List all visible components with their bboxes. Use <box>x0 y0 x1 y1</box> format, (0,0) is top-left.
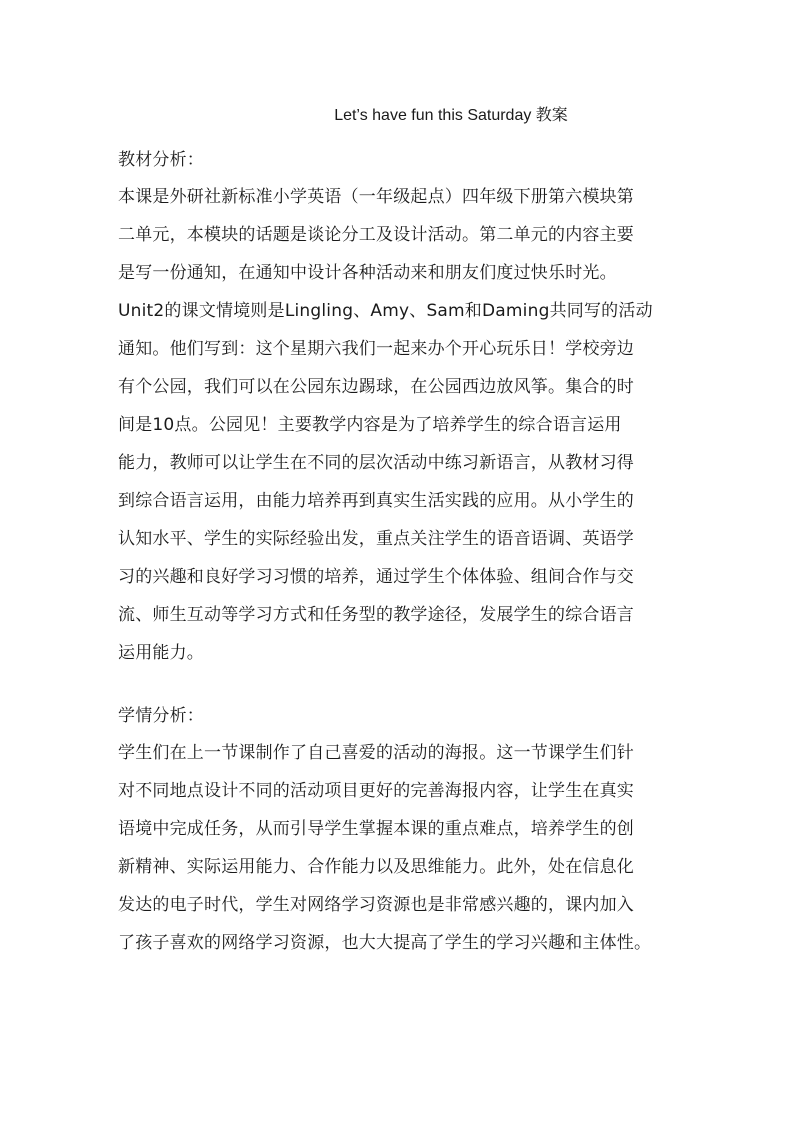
paragraph-line: 认知水平、学生的实际经验出发，重点关注学生的语音语调、英语学 <box>118 529 634 549</box>
document-title: Let’s have fun this Saturday 教案 <box>334 107 568 124</box>
paragraph-line: 本课是外研社新标准小学英语（一年级起点）四年级下册第六模块第 <box>118 187 634 207</box>
document-title-row <box>0 104 794 128</box>
paragraph-line: 能力，教师可以让学生在不同的层次活动中练习新语言，从教材习得 <box>118 453 634 473</box>
paragraph-line: 间是10点。公园见！主要教学内容是为了培养学生的综合语言运用 <box>118 415 622 435</box>
paragraph-line: 习的兴趣和良好学习习惯的培养，通过学生个体体验、组间合作与交 <box>118 567 634 587</box>
paragraph-line: 对不同地点设计不同的活动项目更好的完善海报内容，让学生在真实 <box>118 781 634 801</box>
paragraph-line: 通知。他们写到：这个星期六我们一起来办个开心玩乐日！学校旁边 <box>118 339 634 359</box>
paragraph-line: 是写一份通知，在通知中设计各种活动来和朋友们度过快乐时光。 <box>118 263 617 283</box>
section-heading-student-analysis: 学情分析： <box>118 706 204 726</box>
paragraph-line: 语境中完成任务，从而引导学生掌握本课的重点难点，培养学生的创 <box>118 819 634 839</box>
paragraph-line: 流、师生互动等学习方式和任务型的教学途径，发展学生的综合语言 <box>118 605 634 625</box>
paragraph-line: Unit2的课文情境则是Lingling、Amy、Sam和Daming共同写的活动 <box>118 301 653 321</box>
section-heading-textbook-analysis: 教材分析： <box>118 150 204 170</box>
paragraph-line: 发达的电子时代，学生对网络学习资源也是非常感兴趣的，课内加入 <box>118 895 634 915</box>
paragraph-line: 新精神、实际运用能力、合作能力以及思维能力。此外，处在信息化 <box>118 857 634 877</box>
paragraph-line: 到综合语言运用，由能力培养再到真实生活实践的应用。从小学生的 <box>118 491 634 511</box>
paragraph-line: 了孩子喜欢的网络学习资源，也大大提高了学生的学习兴趣和主体性。 <box>118 933 652 953</box>
paragraph-line: 有个公园，我们可以在公园东边踢球，在公园西边放风筝。集合的时 <box>118 377 634 397</box>
paragraph-line: 运用能力。 <box>118 643 204 663</box>
paragraph-line: 学生们在上一节课制作了自己喜爱的活动的海报。这一节课学生们针 <box>118 743 634 763</box>
paragraph-line: 二单元，本模块的话题是谈论分工及设计活动。第二单元的内容主要 <box>118 225 634 245</box>
